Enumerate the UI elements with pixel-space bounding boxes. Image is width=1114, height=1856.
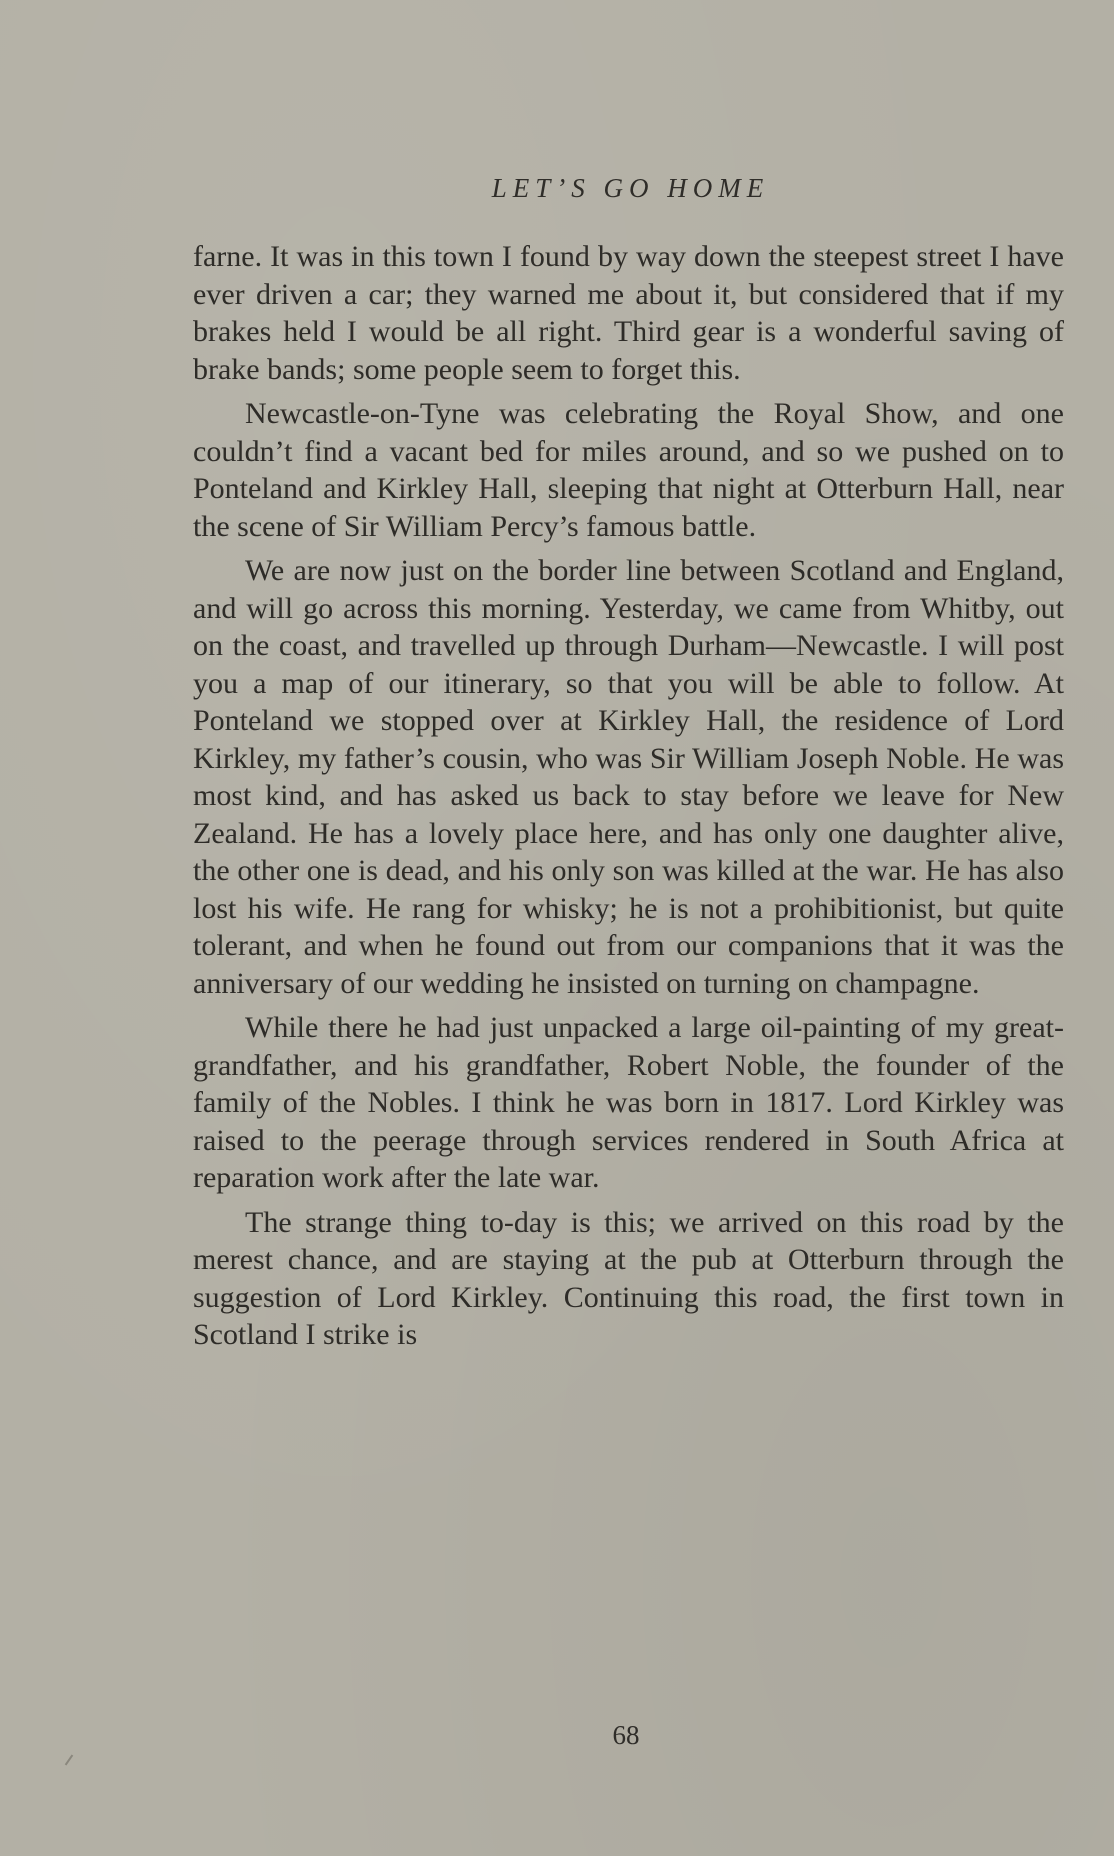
paragraph-strange-thing: The strange thing to-day is this; we arrived on this road by the merest chance, and are staying at the pub at Otterburn through the suggestion of Lord Kirkley. Continuing this road, the first town in Scotland I strike is	[193, 1205, 1064, 1351]
running-head: LET’S GO HOME	[491, 173, 770, 203]
paper-speck	[65, 1755, 74, 1766]
paragraph-border-line: We are now just on the border line between Scotland and England, and will go across this morning. Yesterday, we came from Whitby, out on the coast, and travelled up through Durham—Newcastle. I will post you a map of our itinerary, so that you will be able to follow. At Ponteland we stopped over at Kirkley Hall, the residence of Lord Kirkley, my father’s cousin, who was Sir William Joseph Noble. He was most kind, and has asked us back to stay before we leave for New Zealand. He has a lovely place here, and has only one daughter alive, the other one is dead, and his only son was killed at the war. He has also lost his wife. He rang for whisky; he is not a prohibitionist, but quite tolerant, and when he found out from our companions that it was the anniversary of our wedding he insisted on turning on champagne.	[193, 554, 1064, 1000]
paragraph-continued: farne. It was in this town I found by way down the steepest street I have ever driven a car; they warned me about it, but considered that if my brakes held I would be all right. Third gear is a wonderful saving of brake bands; some people seem to forget this.	[193, 240, 1064, 386]
page-number: 68	[612, 1720, 640, 1750]
body-text	[193, 238, 1064, 1361]
paragraph-oil-painting: While there he had just unpacked a large oil-painting of my great-grandfather, and his grandfather, Robert Noble, the founder of the family of the Nobles. I think he was born in 1817. Lord Kirkley was raised to the peerage through services rendered in South Africa at reparation work after the late war.	[193, 1011, 1064, 1194]
paragraph-newcastle: Newcastle-on-Tyne was celebrating the Royal Show, and one couldn’t find a vacant bed for miles around, and so we pushed on to Ponteland and Kirkley Hall, sleeping that night at Otterburn Hall, near the scene of Sir William Percy’s famous battle.	[193, 397, 1064, 543]
